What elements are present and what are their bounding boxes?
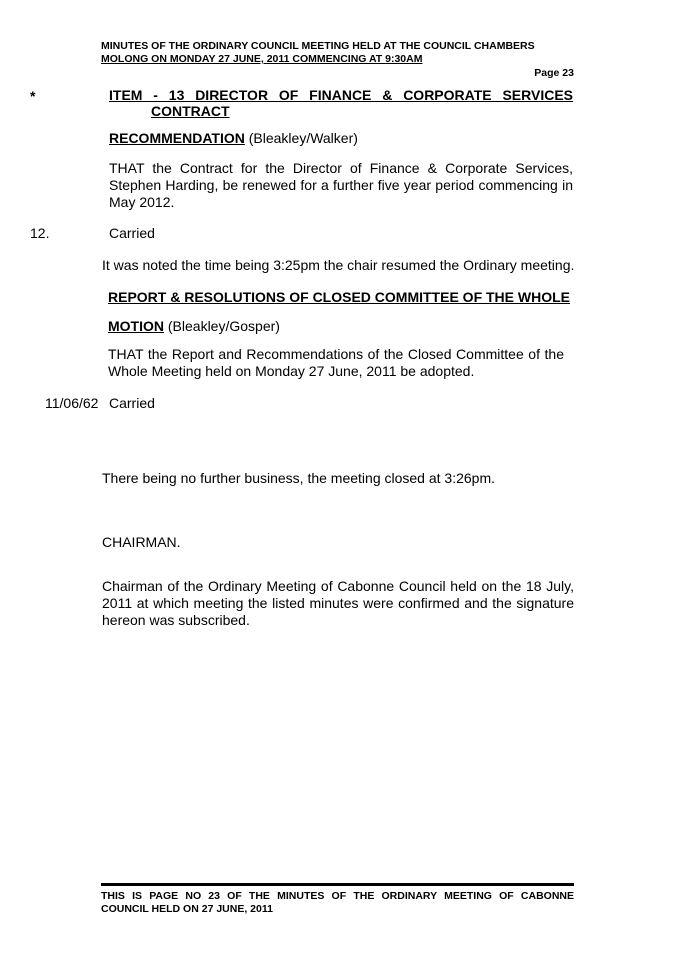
recommendation-line-2: Stephen Harding, be renewed for a further five year period commencing in (109, 177, 573, 193)
motion-line-2: Whole Meeting held on Monday 27 June, 2011 be adopted. (108, 363, 475, 379)
footer-rule (101, 883, 574, 886)
item-marker: * (30, 88, 36, 104)
recommendation-heading (109, 130, 358, 147)
motion-line-1: THAT the Report and Recommendations of the Closed Committee of the (108, 346, 564, 362)
item-title (109, 87, 573, 119)
confirmation-line-2: 2011 at which meeting the listed minutes were confirmed and the signature (102, 595, 574, 611)
closed-resolution-number: 11/06/62 (45, 395, 99, 411)
recommendation-movers: (Bleakley/Walker) (248, 130, 358, 146)
footer-line-2: COUNCIL HELD ON 27 JUNE, 2011 (101, 903, 273, 915)
recommendation-line-3: May 2012. (109, 194, 175, 210)
page-number: Page 23 (534, 67, 574, 79)
recommendation-line-1: THAT the Contract for the Director of Finance & Corporate Services, (109, 160, 573, 176)
resolution-status: Carried (109, 225, 155, 241)
header-line-1: MINUTES OF THE ORDINARY COUNCIL MEETING HELD AT THE COUNCIL CHAMBERS (101, 40, 535, 52)
motion-text (108, 346, 564, 380)
meeting-closed-text: There being no further business, the meeting closed at 3:26pm. (102, 470, 496, 486)
closed-committee-heading: REPORT & RESOLUTIONS OF CLOSED COMMITTEE OF THE WHOLE (108, 289, 570, 305)
confirmation-line-3: hereon was subscribed. (102, 612, 250, 628)
resolution-number: 12. (30, 225, 50, 241)
footer-line-1: THIS IS PAGE NO 23 OF THE MINUTES OF THE ORDINARY MEETING OF CABONNE (101, 890, 574, 902)
page-header (101, 40, 574, 66)
motion-movers: (Bleakley/Gosper) (167, 318, 280, 334)
item-title-line-2: CONTRACT (151, 103, 230, 119)
chair-resumed-note: It was noted the time being 3:25pm the chair resumed the Ordinary meeting. (102, 257, 575, 273)
motion-label: MOTION (108, 318, 164, 334)
page-footer (101, 890, 574, 916)
closed-resolution-status: Carried (109, 395, 155, 411)
motion-heading (108, 318, 280, 335)
chairman-label: CHAIRMAN. (102, 534, 181, 550)
item-title-line-1: ITEM - 13 DIRECTOR OF FINANCE & CORPORATE SERVICES (109, 87, 573, 103)
header-line-2: MOLONG ON MONDAY 27 JUNE, 2011 COMMENCING AT 9:30AM (101, 53, 423, 65)
recommendation-text (109, 160, 573, 211)
confirmation-text (102, 578, 574, 629)
confirmation-line-1: Chairman of the Ordinary Meeting of Cabonne Council held on the 18 July, (102, 578, 574, 594)
recommendation-label: RECOMMENDATION (109, 130, 245, 146)
